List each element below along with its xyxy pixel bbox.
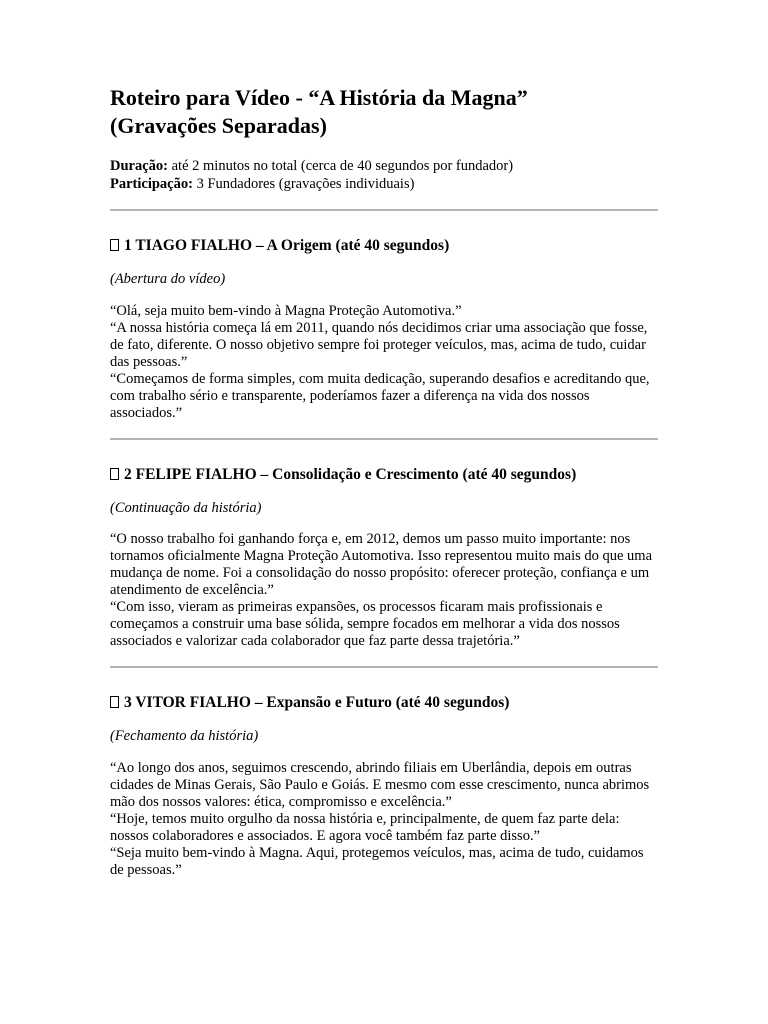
script-line: “Hoje, temos muito orgulho da nossa história e, principalmente, de quem faz parte dela: nossos colaboradores e associados. E agora você também faz parte disso.” <box>110 810 620 844</box>
section-3-script <box>110 760 660 879</box>
section-divider <box>110 666 658 668</box>
script-line: “O nosso trabalho foi ganhando força e, em 2012, demos um passo muito importante: nos tornamos oficialmente Magna Proteção Automotiva. Isso representou muito mais do que uma mudança de nome. Foi a consolidação do nosso propósito: oferecer proteção, confiança e um atendimento de excelência.” <box>110 531 653 598</box>
participation-label: Participação: <box>110 175 193 192</box>
duration-label: Duração: <box>110 158 168 174</box>
document-title <box>110 84 660 140</box>
section-2-subtitle: (Continuação da história) <box>110 499 262 516</box>
section-2-script <box>110 531 660 650</box>
section-divider <box>110 438 658 440</box>
section-1 <box>110 235 660 422</box>
section-1-script <box>110 303 660 422</box>
section-3 <box>110 692 660 879</box>
section-3-heading <box>110 692 660 714</box>
participation-value: 3 Fundadores (gravações individuais) <box>192 175 415 192</box>
script-line: “Começamos de forma simples, com muita dedicação, superando desafios e acreditando que, com trabalho sério e transparente, poderíamos fazer a diferença na vida dos nossos associados.” <box>110 370 650 421</box>
title-line-1: Roteiro para Vídeo - “A História da Magna” <box>110 85 528 110</box>
section-2-heading <box>110 464 660 486</box>
checkbox-icon <box>110 696 119 708</box>
document-page <box>110 84 660 879</box>
script-line: “A nossa história começa lá em 2011, quando nós decidimos criar uma associação que fosse, de fato, diferente. O nosso objetivo sempre foi proteger veículos, mas, acima de tudo, cuidar das pessoas.” <box>110 319 648 370</box>
script-line: “Com isso, vieram as primeiras expansões, os processos ficaram mais profissionais e começamos a construir uma base sólida, sempre focados em melhorar a vida dos nossos associados e valorizar cada colaborador que faz parte dessa trajetória.” <box>110 599 620 649</box>
duration-line <box>110 158 660 176</box>
script-line: “Olá, seja muito bem-vindo à Magna Proteção Automotiva.” <box>110 302 462 319</box>
section-2 <box>110 464 660 651</box>
checkbox-icon <box>110 239 119 251</box>
script-line: “Seja muito bem-vindo à Magna. Aqui, protegemos veículos, mas, acima de tudo, cuidamos de pessoas.” <box>110 844 644 878</box>
title-line-2: (Gravações Separadas) <box>110 113 327 138</box>
section-3-title: 3 VITOR FIALHO – Expansão e Futuro (até 40 segundos) <box>124 694 510 711</box>
section-1-heading <box>110 235 660 257</box>
participation-line <box>110 176 660 194</box>
meta-block <box>110 158 660 193</box>
script-line: “Ao longo dos anos, seguimos crescendo, abrindo filiais em Uberlândia, depois em outras cidades de Minas Gerais, São Paulo e Goiás. E mesmo com esse crescimento, nunca abrimos mão dos nossos valores: ética, compromisso e excelência.” <box>110 759 650 810</box>
section-divider <box>110 209 658 211</box>
checkbox-icon <box>110 468 119 480</box>
duration-value: até 2 minutos no total (cerca de 40 segundos por fundador) <box>168 158 514 174</box>
section-1-title: 1 TIAGO FIALHO – A Origem (até 40 segundos) <box>124 237 450 254</box>
section-1-subtitle: (Abertura do vídeo) <box>110 271 226 287</box>
section-2-title: 2 FELIPE FIALHO – Consolidação e Crescimento (até 40 segundos) <box>124 465 577 483</box>
section-3-subtitle: (Fechamento da história) <box>110 728 259 744</box>
